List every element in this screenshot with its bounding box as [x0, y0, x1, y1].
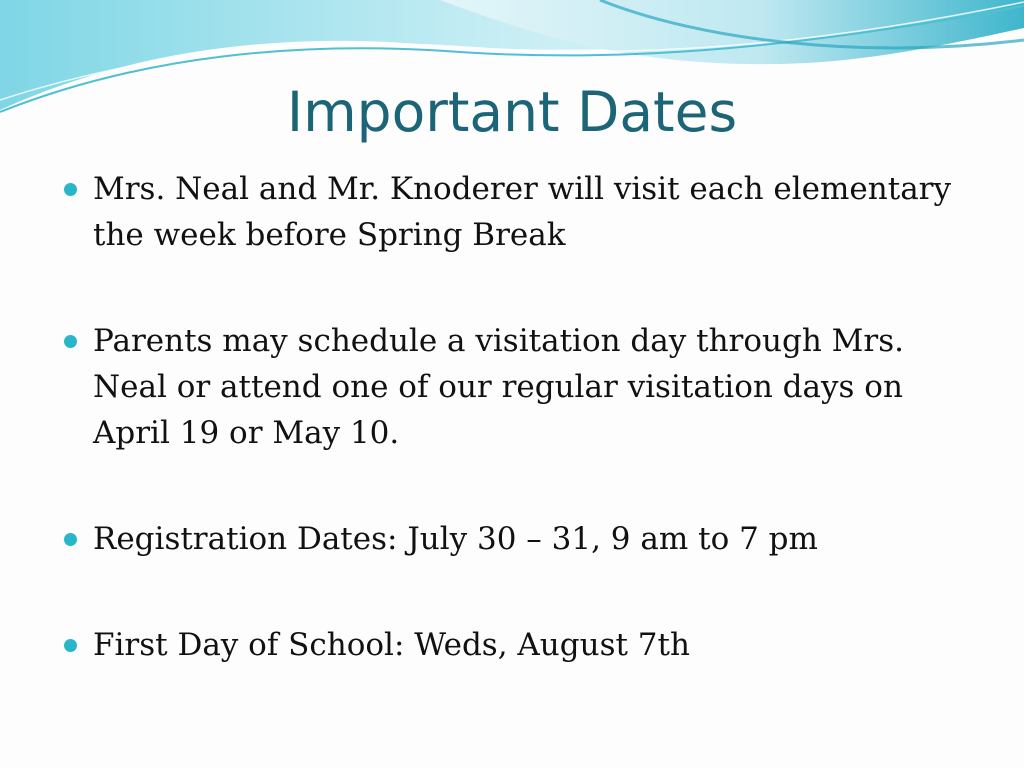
bullet-item — [60, 622, 960, 668]
bullet-item — [60, 166, 960, 258]
bullet-list — [60, 166, 960, 668]
bullet-dot-icon — [64, 533, 77, 546]
bullet-text: Mrs. Neal and Mr. Knoderer will visit each elementary the week before Spring Break — [93, 171, 952, 253]
bullet-dot-icon — [64, 639, 77, 652]
bullet-text: Registration Dates: July 30 – 31, 9 am to 7 pm — [93, 521, 818, 557]
bullet-text: First Day of School: Weds, August 7th — [93, 627, 690, 663]
bullet-dot-icon — [64, 335, 77, 348]
bullet-dot-icon — [64, 183, 77, 196]
bullet-item — [60, 318, 960, 456]
bullet-text: Parents may schedule a visitation day through Mrs. Neal or attend one of our regular visitation days on April 19 or May 10. — [93, 323, 904, 451]
bullet-item — [60, 516, 960, 562]
slide-title: Important Dates — [286, 80, 738, 144]
